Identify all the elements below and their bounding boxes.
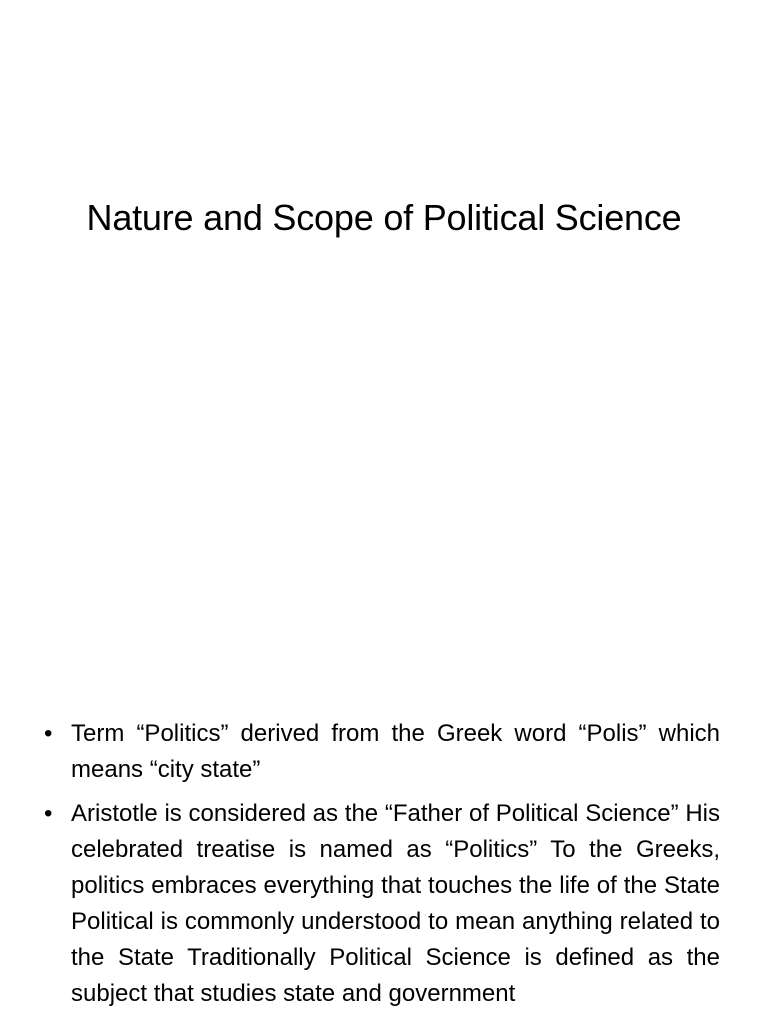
bullet-item (44, 796, 720, 1012)
bullet-dot-icon: • (44, 800, 53, 827)
bullet-dot-icon: • (44, 720, 53, 747)
bullet-list (0, 716, 768, 1020)
bullet-item (44, 716, 720, 788)
slide-title: Nature and Scope of Political Science (86, 197, 682, 238)
bullet-text: Aristotle is considered as the “Father of Political Science” His celebrated treatise is named as “Politics” To the Greeks, politics embraces everything that touches the life of the State Political is commonly understood to mean anything related to the State Traditionally Political Science is defined as the subject that studies state and government (71, 800, 720, 1007)
bullet-text: Term “Politics” derived from the Greek word “Polis” which means “city state” (71, 720, 720, 783)
